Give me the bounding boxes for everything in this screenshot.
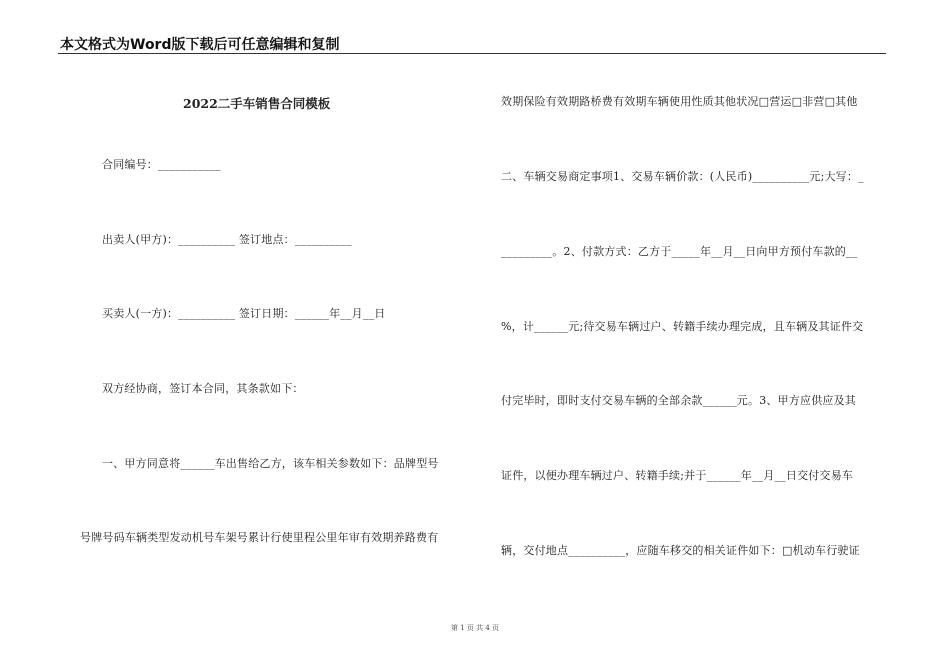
right-paragraph-line: 效期保险有效期路桥费有效期车辆使用性质其他状况□营运□非营□其他: [501, 95, 858, 108]
document-title: 2022二手车销售合同模板: [183, 96, 331, 111]
page-number: 第 1 页 共 4 页: [450, 624, 500, 632]
right-paragraph-line: 二、车辆交易商定事项1、交易车辆价款：(人民币)__________元;大写：_: [501, 170, 864, 183]
left-paragraph-line: 买卖人(一方)：__________ 签订日期：______年__月__日: [102, 307, 386, 320]
left-paragraph-line: 一、甲方同意将______车出售给乙方，该车相关参数如下：品牌型号: [102, 457, 439, 470]
right-paragraph-line: 证件，以便办理车辆过户、转籍手续;并于______年__月__日交付交易车: [501, 469, 854, 482]
header-divider: [58, 53, 886, 54]
left-paragraph-line: 出卖人(甲方)：__________ 签订地点：__________: [102, 233, 352, 246]
right-paragraph-line: 付完毕时，即时支付交易车辆的全部余款______元。3、甲方应供应及其: [501, 394, 856, 407]
right-paragraph-line: %，计______元;待交易车辆过户、转籍手续办理完成，且车辆及其证件交: [501, 320, 864, 333]
right-paragraph-line: _________。2、付款方式：乙方于_____年__月__日向甲方预付车款的__: [501, 245, 858, 258]
document-header: 本文格式为Word版下载后可任意编辑和复制: [60, 37, 340, 53]
left-paragraph-line: 双方经协商，签订本合同，其条款如下：: [102, 382, 304, 395]
right-paragraph-line: 辆，交付地点__________，应随车移交的相关证件如下：□机动车行驶证: [501, 544, 860, 557]
left-paragraph-line: 号牌号码车辆类型发动机号车架号累计行使里程公里年审有效期养路费有: [80, 531, 439, 544]
left-paragraph-line: 合同编号：___________: [102, 158, 221, 171]
